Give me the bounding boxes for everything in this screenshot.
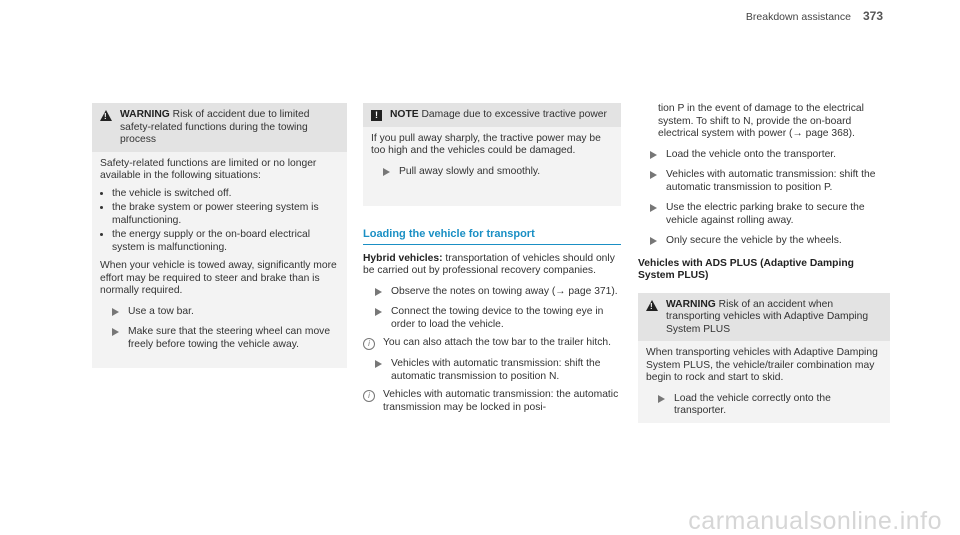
- note-keyword: NOTE: [390, 109, 419, 120]
- section-title: Breakdown assistance: [745, 11, 851, 23]
- info-icon: i: [363, 390, 375, 402]
- warning-keyword: WARNING: [666, 298, 716, 310]
- warning-heading: Risk of accident due to limited safety-related functions during the towing process: [120, 109, 310, 145]
- loading-section: [363, 228, 621, 414]
- step-arrow-icon: [375, 308, 382, 316]
- warning-heading: Risk of an accident when transporting vehicles with Adaptive Damping System PLUS: [666, 298, 869, 335]
- watermark: carmanualsonline.info: [688, 506, 942, 535]
- instruction-step: Connect the towing device to the towing eye in order to load the vehicle.: [375, 306, 621, 331]
- note-text: If you pull away sharply, the tractive power may be too high and the vehicles could be damaged.: [371, 132, 601, 156]
- instruction-step: Vehicles with automatic transmission: shift the automatic transmission to position P.: [650, 169, 890, 194]
- step-arrow-icon: [650, 171, 657, 179]
- column-1: [92, 103, 347, 368]
- column-2: [363, 103, 621, 414]
- continued-text: tion P in the event of damage to the electrical system. To shift to N, provide the on-board electrical system with power (→ page 368).: [658, 103, 864, 139]
- warning-icon: [100, 110, 112, 121]
- list-item: • the brake system or power steering system is malfunctioning.: [112, 202, 339, 227]
- info-note: i You can also attach the tow bar to the trailer hitch.: [363, 337, 621, 350]
- note-heading: Damage due to excessive tractive power: [421, 109, 607, 120]
- warning-body: [638, 341, 890, 424]
- step-arrow-icon: [375, 360, 382, 368]
- step-arrow-icon: [650, 204, 657, 212]
- step-arrow-icon: [375, 288, 382, 296]
- list-item: • the energy supply or the on-board electrical system is malfunctioning.: [112, 229, 339, 254]
- warning-box-towing: [92, 103, 347, 368]
- note-box: [363, 103, 621, 206]
- page-number: 373: [862, 9, 883, 23]
- instruction-step: Only secure the vehicle by the wheels.: [650, 235, 890, 248]
- note-header: [363, 103, 621, 127]
- step-arrow-icon: [383, 168, 390, 176]
- note-body: [363, 127, 621, 185]
- page-header: [746, 10, 883, 24]
- bullet-list: [100, 188, 339, 255]
- instruction-step: Pull away slowly and smoothly.: [383, 166, 613, 179]
- section-heading: Loading the vehicle for transport: [363, 228, 621, 245]
- instruction-step: Load the vehicle correctly onto the transporter.: [658, 393, 882, 418]
- note-icon: !: [371, 110, 382, 121]
- step-arrow-icon: [112, 308, 119, 316]
- list-item: • the vehicle is switched off.: [112, 188, 339, 201]
- instruction-step: Load the vehicle onto the transporter.: [650, 149, 890, 162]
- warning-text-2: When your vehicle is towed away, significantly more effort may be required to steer and brake than is normally required.: [100, 260, 337, 296]
- hybrid-paragraph: Hybrid vehicles: transportation of vehicles should only be carried out by professional recovery companies.: [363, 252, 615, 276]
- warning-keyword: WARNING: [120, 109, 170, 120]
- instruction-step: Make sure that the steering wheel can move freely before towing the vehicle away.: [112, 326, 339, 351]
- warning-header: [638, 293, 890, 342]
- step-arrow-icon: [658, 395, 665, 403]
- instruction-step: Use a tow bar.: [112, 306, 339, 319]
- instruction-step: Vehicles with automatic transmission: shift the automatic transmission to position N.: [375, 358, 621, 383]
- instruction-step: Use the electric parking brake to secure the vehicle against rolling away.: [650, 202, 890, 227]
- hybrid-keyword: Hybrid vehicles:: [363, 252, 443, 264]
- column-3: [638, 103, 890, 423]
- subsection-heading: Vehicles with ADS PLUS (Adaptive Damping System PLUS): [638, 257, 854, 281]
- warning-body: [92, 152, 347, 358]
- step-arrow-icon: [650, 237, 657, 245]
- info-icon: i: [363, 338, 375, 350]
- instruction-step: Observe the notes on towing away (→ page 371).: [375, 286, 621, 299]
- step-arrow-icon: [112, 328, 119, 336]
- warning-text: When transporting vehicles with Adaptive Damping System PLUS, the vehicle/trailer combination may begin to rock and start to skid.: [646, 347, 878, 383]
- warning-text: Safety-related functions are limited or no longer available in the following situations:: [100, 157, 317, 181]
- warning-header: [92, 103, 347, 152]
- info-note: i Vehicles with automatic transmission: the automatic transmission may be locked in posi-: [363, 389, 621, 414]
- warning-box-ads: [638, 293, 890, 423]
- step-arrow-icon: [650, 151, 657, 159]
- warning-icon: [646, 300, 658, 311]
